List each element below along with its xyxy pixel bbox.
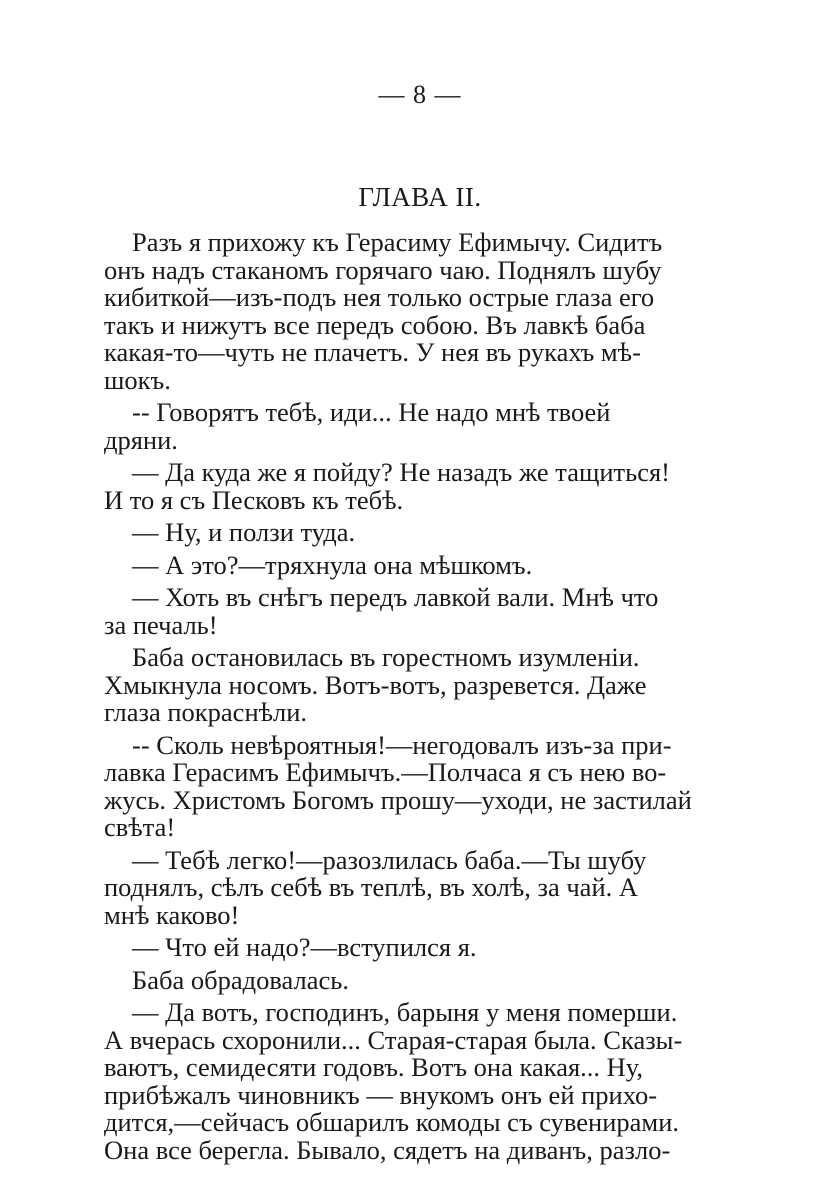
paragraph: Разъ я прихожу къ Герасиму Ефимычу. Сидитъ онъ надъ стаканомъ горячаго чаю. Поднялъ шубу кибиткой—изъ-подъ нея только острые глаза его такъ и нижутъ все передъ собою. Въ лавкѣ баба какая-то—чуть не плачетъ. У нея въ рукахъ мѣ- шокъ. — [104, 227, 663, 395]
chapter-title: ГЛАВА II. — [358, 182, 482, 212]
paragraph: — Ну, и ползи туда. — [132, 517, 356, 547]
paragraph: — Да куда же я пойду? Не назадъ же тащиться! И то я съ Песковъ къ тебѣ. — [104, 457, 670, 515]
paragraph: — А это?—тряхнула она мѣшкомъ. — [132, 549, 533, 580]
body-text — [104, 229, 692, 1169]
paragraph: -- Сколь невѣроятныя!—негодовалъ изъ-за при- лавка Герасимъ Ефимычъ.—Полчаса я съ нею во- жусь. Христомъ Богомъ прошу—уходи, не застилай свѣта! — [104, 729, 692, 842]
paragraph: -- Говорятъ тебѣ, иди... Не надо мнѣ твоей дряни. — [104, 397, 611, 455]
paragraph: — Хоть въ снѣгъ передъ лавкой вали. Мнѣ что за печаль! — [104, 582, 659, 640]
paragraph: — Тебѣ легко!—разозлилась баба.—Ты шубу поднялъ, сѣлъ себѣ въ теплѣ, въ холѣ, за чай. А мнѣ каково! — [104, 844, 647, 930]
paragraph: — Да вотъ, господинъ, барыня у меня померши. А вчерась схоронили... Старая-старая была. Сказы- ваютъ, семидесяти годовъ. Вотъ она какая... Ну, прибѣжалъ чиновникъ — внукомъ онъ ей прихо- дится,—сейчасъ обшарилъ комоды съ сувенирами. Она все берегла. Бывало, сядетъ на диванъ, разло- — [104, 997, 683, 1165]
paragraph: Баба остановилась въ горестномъ изумленіи. Хмыкнула носомъ. Вотъ-вотъ, разревется. Даже глаза покраснѣли. — [104, 642, 647, 727]
page-number: — 8 — — [378, 80, 462, 109]
paragraph: — Что ей надо?—вступился я. — [132, 932, 477, 962]
paragraph: Баба обрадовалась. — [132, 964, 349, 995]
